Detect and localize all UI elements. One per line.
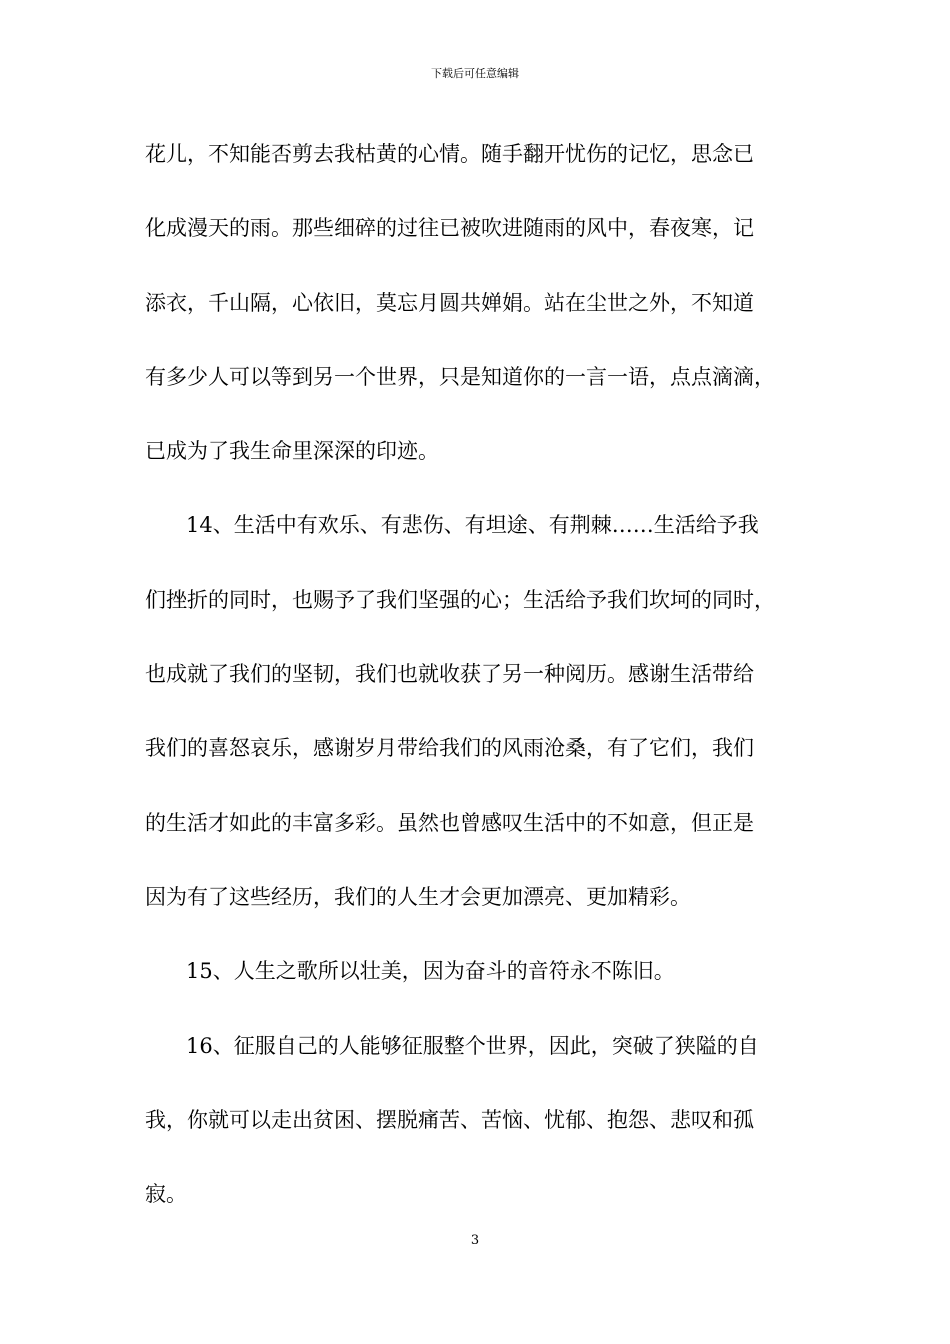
paragraph-15: 15、人生之歌所以壮美，因为奋斗的音符永不陈旧。 — [186, 959, 675, 983]
body-line: 我们的喜怒哀乐，感谢岁月带给我们的风雨沧桑，有了它们，我们 — [145, 736, 754, 760]
body-line: 的生活才如此的丰富多彩。虽然也曾感叹生活中的不如意，但正是 — [145, 811, 754, 835]
body-line: 花儿，不知能否剪去我枯黄的心情。随手翻开忧伤的记忆，思念已 — [145, 142, 754, 166]
page-number: 3 — [470, 1233, 480, 1248]
paragraph-14-start: 14、生活中有欢乐、有悲伤、有坦途、有荆棘……生活给予我 — [186, 513, 759, 537]
body-line: 化成漫天的雨。那些细碎的过往已被吹进随雨的风中，春夜寒，记 — [145, 216, 754, 240]
body-line: 我，你就可以走出贫困、摆脱痛苦、苦恼、忧郁、抱怨、悲叹和孤 — [145, 1108, 754, 1132]
page-header: 下载后可任意编辑 — [431, 67, 519, 80]
body-line: 已成为了我生命里深深的印迹。 — [145, 439, 439, 463]
body-line: 也成就了我们的坚韧，我们也就收获了另一种阅历。感谢生活带给 — [145, 662, 754, 686]
body-line: 们挫折的同时，也赐予了我们坚强的心；生活给予我们坎坷的同时， — [145, 588, 775, 612]
body-line: 因为有了这些经历，我们的人生才会更加漂亮、更加精彩。 — [145, 885, 691, 909]
body-line: 添衣，千山隔，心依旧，莫忘月圆共婵娟。站在尘世之外，不知道 — [145, 291, 754, 315]
paragraph-16-start: 16、征服自己的人能够征服整个世界，因此，突破了狭隘的自 — [186, 1034, 759, 1058]
body-line: 寂。 — [145, 1182, 187, 1206]
body-line: 有多少人可以等到另一个世界，只是知道你的一言一语，点点滴滴， — [145, 365, 775, 389]
